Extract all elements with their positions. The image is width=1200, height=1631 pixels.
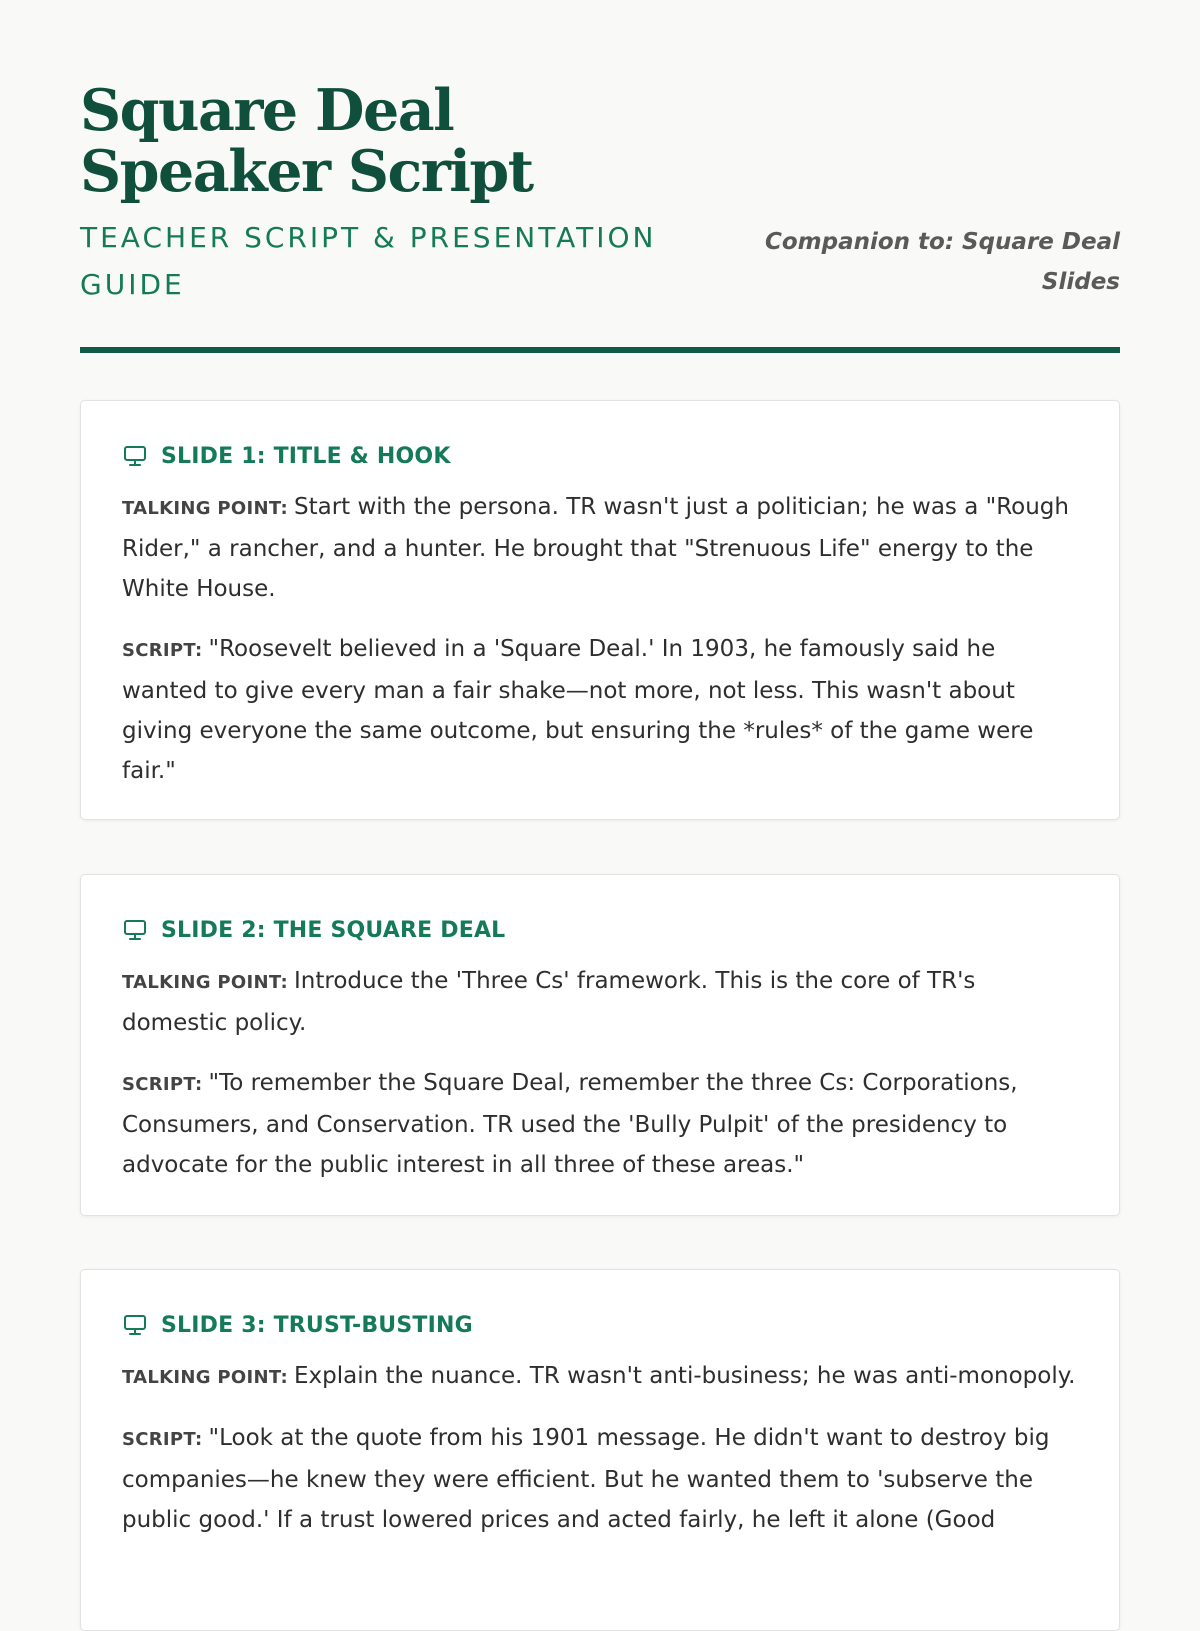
talking-point-text: Explain the nuance. TR wasn't anti-business; he was anti-monopoly. [293,1363,1076,1389]
presentation-screen-icon [122,917,148,943]
document-header [80,0,1120,353]
talking-point-text: Start with the persona. TR wasn't just a politician; he was a "Rough Rider," a rancher, and a hunter. He brought that "Strenuous Life" energy to the White House. [122,494,1069,602]
slide-heading [122,1310,1079,1340]
page-title: Square Deal Speaker Script [80,77,533,205]
script-text: "Look at the quote from his 1901 message. He didn't want to destroy big companies—he knew they were efficient. But he wanted them to 'subserve the public good.' If a trust lowered prices and acted fairly, he left it alone (Good [122,1425,1050,1533]
talking-point-text: Introduce the 'Three Cs' framework. This is the core of TR's domestic policy. [122,968,976,1036]
talking-point-label: TALKING POINT: [122,972,288,993]
script-label: SCRIPT: [122,1429,203,1450]
slide-title: SLIDE 2: THE SQUARE DEAL [161,917,506,943]
slide-card-3 [80,1269,1120,1631]
slide-card-1 [80,400,1120,820]
script-label: SCRIPT: [122,1074,203,1095]
presentation-screen-icon [122,1312,148,1338]
slide-title: SLIDE 1: TITLE & HOOK [161,443,451,469]
companion-note: Companion to: Square Deal Slides [764,229,1120,295]
script [122,1418,1079,1540]
slide-title: SLIDE 3: TRUST-BUSTING [161,1312,473,1338]
talking-point [122,1356,1079,1398]
script-label: SCRIPT: [122,640,203,661]
script-text: "To remember the Square Deal, remember the three Cs: Corporations, Consumers, and Conservation. TR used the 'Bully Pulpit' of the presidency to advocate for the public interest in all three of these areas." [122,1070,1018,1178]
talking-point-label: TALKING POINT: [122,1367,288,1388]
page-subtitle: TEACHER SCRIPT & PRESENTATION GUIDE [80,221,657,301]
slide-heading [122,915,1079,945]
talking-point [122,961,1079,1043]
script-text: "Roosevelt believed in a 'Square Deal.' In 1903, he famously said he wanted to give every man a fair shake—not more, not less. This wasn't about giving everyone the same outcome, but ensuring the *rules* of the game were fair." [122,636,1034,784]
slide-card-2 [80,874,1120,1216]
presentation-screen-icon [122,443,148,469]
talking-point [122,487,1079,609]
talking-point-label: TALKING POINT: [122,498,288,519]
header-divider [80,347,1120,353]
slide-heading [122,441,1079,471]
script [122,1063,1079,1185]
document-page [80,0,1120,1533]
script [122,629,1079,791]
